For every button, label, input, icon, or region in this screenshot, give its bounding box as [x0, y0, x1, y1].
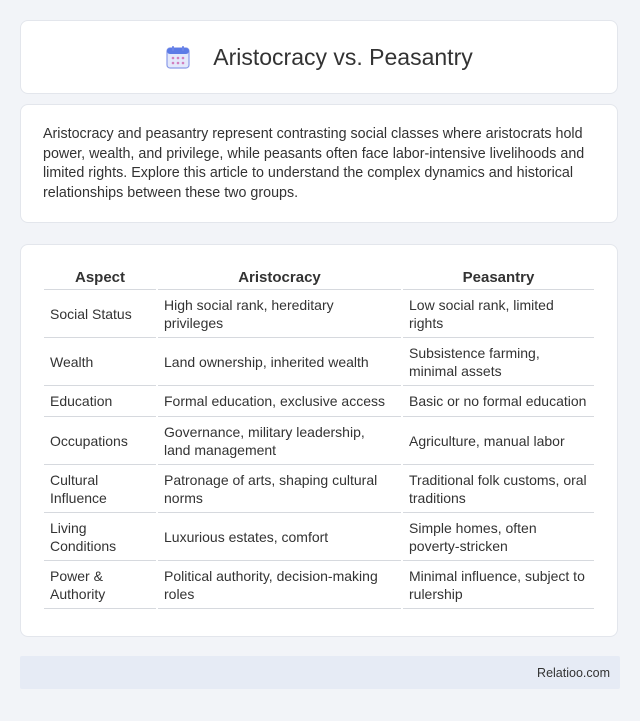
cell-aspect: Power & Authority	[44, 561, 156, 609]
cell-peasantry: Agriculture, manual labor	[403, 417, 594, 465]
cell-aspect: Living Conditions	[44, 513, 156, 561]
title-card	[20, 20, 618, 94]
calendar-icon	[165, 44, 191, 70]
cell-peasantry: Subsistence farming, minimal assets	[403, 338, 594, 386]
cell-aspect: Occupations	[44, 417, 156, 465]
cell-aspect: Wealth	[44, 338, 156, 386]
table-row	[44, 417, 594, 465]
cell-aristocracy: High social rank, hereditary privileges	[158, 290, 401, 338]
table-row	[44, 338, 594, 386]
table-row	[44, 513, 594, 561]
page-title: Aristocracy vs. Peasantry	[213, 43, 473, 70]
cell-aspect: Education	[44, 386, 156, 417]
cell-aristocracy: Luxurious estates, comfort	[158, 513, 401, 561]
cell-peasantry: Low social rank, limited rights	[403, 290, 594, 338]
cell-peasantry: Simple homes, often poverty-stricken	[403, 513, 594, 561]
cell-aspect: Cultural Influence	[44, 465, 156, 513]
cell-peasantry: Traditional folk customs, oral traditions	[403, 465, 594, 513]
table-header-row	[44, 265, 594, 290]
cell-aristocracy: Patronage of arts, shaping cultural norms	[158, 465, 401, 513]
header-peasantry: Peasantry	[403, 265, 594, 290]
cell-peasantry: Basic or no formal education	[403, 386, 594, 417]
table-row	[44, 561, 594, 609]
table-row	[44, 290, 594, 338]
cell-aristocracy: Political authority, decision-making roles	[158, 561, 401, 609]
comparison-table	[42, 265, 596, 609]
header-aristocracy: Aristocracy	[158, 265, 401, 290]
cell-aspect: Social Status	[44, 290, 156, 338]
table-row	[44, 465, 594, 513]
cell-peasantry: Minimal influence, subject to rulership	[403, 561, 594, 609]
table-row	[44, 386, 594, 417]
intro-text: Aristocracy and peasantry represent contrasting social classes where aristocrats hold power, wealth, and privilege, while peasants often face labor-intensive livelihoods and limited rights. Explore this article to understand the complex dynamics and historical relationships between these two groups.	[43, 126, 585, 201]
footer-bar	[20, 656, 620, 689]
header-aspect: Aspect	[44, 265, 156, 290]
intro-card	[20, 104, 618, 223]
footer-brand[interactable]: Relatioo.com	[537, 665, 610, 680]
cell-aristocracy: Land ownership, inherited wealth	[158, 338, 401, 386]
cell-aristocracy: Governance, military leadership, land management	[158, 417, 401, 465]
cell-aristocracy: Formal education, exclusive access	[158, 386, 401, 417]
comparison-card	[20, 244, 618, 637]
